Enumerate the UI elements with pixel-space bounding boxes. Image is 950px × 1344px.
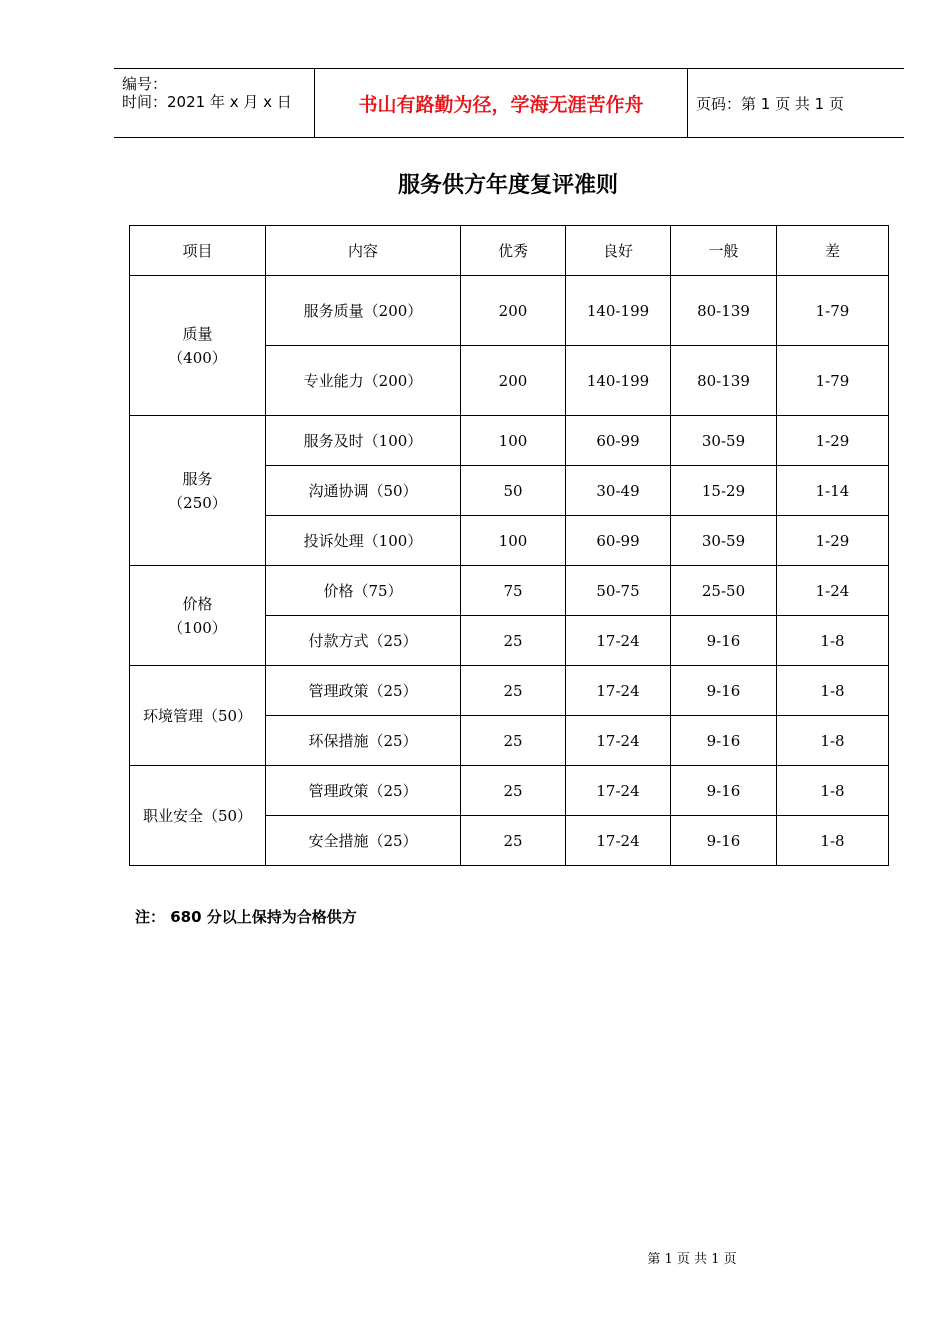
category-name: 服务 — [182, 469, 213, 488]
category-name: 质量 — [182, 324, 213, 343]
excellent-cell: 25 — [461, 666, 566, 716]
good-cell: 17-24 — [566, 816, 671, 866]
poor-cell: 1-8 — [777, 666, 889, 716]
category-score: （250） — [168, 493, 227, 512]
header-page-info: 页码：第 1 页 共 1 页 — [696, 94, 844, 113]
poor-cell: 1-24 — [777, 566, 889, 616]
poor-cell: 1-79 — [777, 346, 889, 416]
header-cell-average: 一般 — [671, 226, 777, 276]
excellent-cell: 50 — [461, 466, 566, 516]
good-cell: 50-75 — [566, 566, 671, 616]
content-cell: 投诉处理（100） — [266, 516, 461, 566]
poor-cell: 1-8 — [777, 766, 889, 816]
content-cell: 管理政策（25） — [266, 766, 461, 816]
average-cell: 9-16 — [671, 716, 777, 766]
header-motto-cell — [315, 69, 688, 137]
excellent-cell: 25 — [461, 616, 566, 666]
average-cell: 25-50 — [671, 566, 777, 616]
good-cell: 140-199 — [566, 346, 671, 416]
poor-cell: 1-8 — [777, 616, 889, 666]
category-cell-quality — [130, 276, 266, 416]
category-cell-service — [130, 416, 266, 566]
excellent-cell: 25 — [461, 766, 566, 816]
header-meta — [114, 69, 315, 137]
table-row — [130, 416, 889, 466]
page-header — [114, 68, 904, 138]
content-cell: 服务质量（200） — [266, 276, 461, 346]
excellent-cell: 75 — [461, 566, 566, 616]
category-cell-environment: 环境管理（50） — [130, 666, 266, 766]
header-cell-poor: 差 — [777, 226, 889, 276]
header-cell-item: 项目 — [130, 226, 266, 276]
good-cell: 60-99 — [566, 416, 671, 466]
document-title: 服务供方年度复评准则 — [397, 173, 618, 198]
poor-cell: 1-8 — [777, 816, 889, 866]
excellent-cell: 100 — [461, 416, 566, 466]
good-cell: 17-24 — [566, 666, 671, 716]
category-cell-occupational-safety: 职业安全（50） — [130, 766, 266, 866]
content-cell: 环保措施（25） — [266, 716, 461, 766]
content-cell: 管理政策（25） — [266, 666, 461, 716]
category-score: （100） — [168, 618, 227, 637]
criteria-table — [129, 225, 889, 866]
good-cell: 17-24 — [566, 616, 671, 666]
document-date-label: 时间：2021 年 x 月 x 日 — [122, 93, 292, 111]
average-cell: 9-16 — [671, 766, 777, 816]
excellent-cell: 200 — [461, 276, 566, 346]
good-cell: 17-24 — [566, 716, 671, 766]
category-name: 价格 — [182, 594, 213, 613]
average-cell: 80-139 — [671, 276, 777, 346]
content-cell: 安全措施（25） — [266, 816, 461, 866]
content-cell: 付款方式（25） — [266, 616, 461, 666]
poor-cell: 1-79 — [777, 276, 889, 346]
good-cell: 17-24 — [566, 766, 671, 816]
page-footer: 第 1 页 共 1 页 — [647, 1252, 737, 1267]
header-motto: 书山有路勤为径，学海无涯苦作舟 — [358, 93, 644, 116]
table-row — [130, 766, 889, 816]
table-row — [130, 566, 889, 616]
average-cell: 30-59 — [671, 416, 777, 466]
header-cell-excellent: 优秀 — [461, 226, 566, 276]
header-cell-content: 内容 — [266, 226, 461, 276]
content-cell: 服务及时（100） — [266, 416, 461, 466]
good-cell: 30-49 — [566, 466, 671, 516]
average-cell: 9-16 — [671, 816, 777, 866]
excellent-cell: 25 — [461, 716, 566, 766]
header-cell-good: 良好 — [566, 226, 671, 276]
content-cell: 沟通协调（50） — [266, 466, 461, 516]
document-number-label: 编号： — [122, 75, 168, 93]
excellent-cell: 25 — [461, 816, 566, 866]
average-cell: 30-59 — [671, 516, 777, 566]
average-cell: 15-29 — [671, 466, 777, 516]
poor-cell: 1-29 — [777, 516, 889, 566]
average-cell: 9-16 — [671, 666, 777, 716]
table-row — [130, 666, 889, 716]
qualification-note: 注： 680 分以上保持为合格供方 — [135, 908, 357, 926]
table-row — [130, 276, 889, 346]
content-cell: 价格（75） — [266, 566, 461, 616]
good-cell: 140-199 — [566, 276, 671, 346]
poor-cell: 1-29 — [777, 416, 889, 466]
excellent-cell: 100 — [461, 516, 566, 566]
content-cell: 专业能力（200） — [266, 346, 461, 416]
category-cell-price — [130, 566, 266, 666]
poor-cell: 1-8 — [777, 716, 889, 766]
average-cell: 80-139 — [671, 346, 777, 416]
poor-cell: 1-14 — [777, 466, 889, 516]
category-score: （400） — [168, 348, 227, 367]
average-cell: 9-16 — [671, 616, 777, 666]
good-cell: 60-99 — [566, 516, 671, 566]
excellent-cell: 200 — [461, 346, 566, 416]
